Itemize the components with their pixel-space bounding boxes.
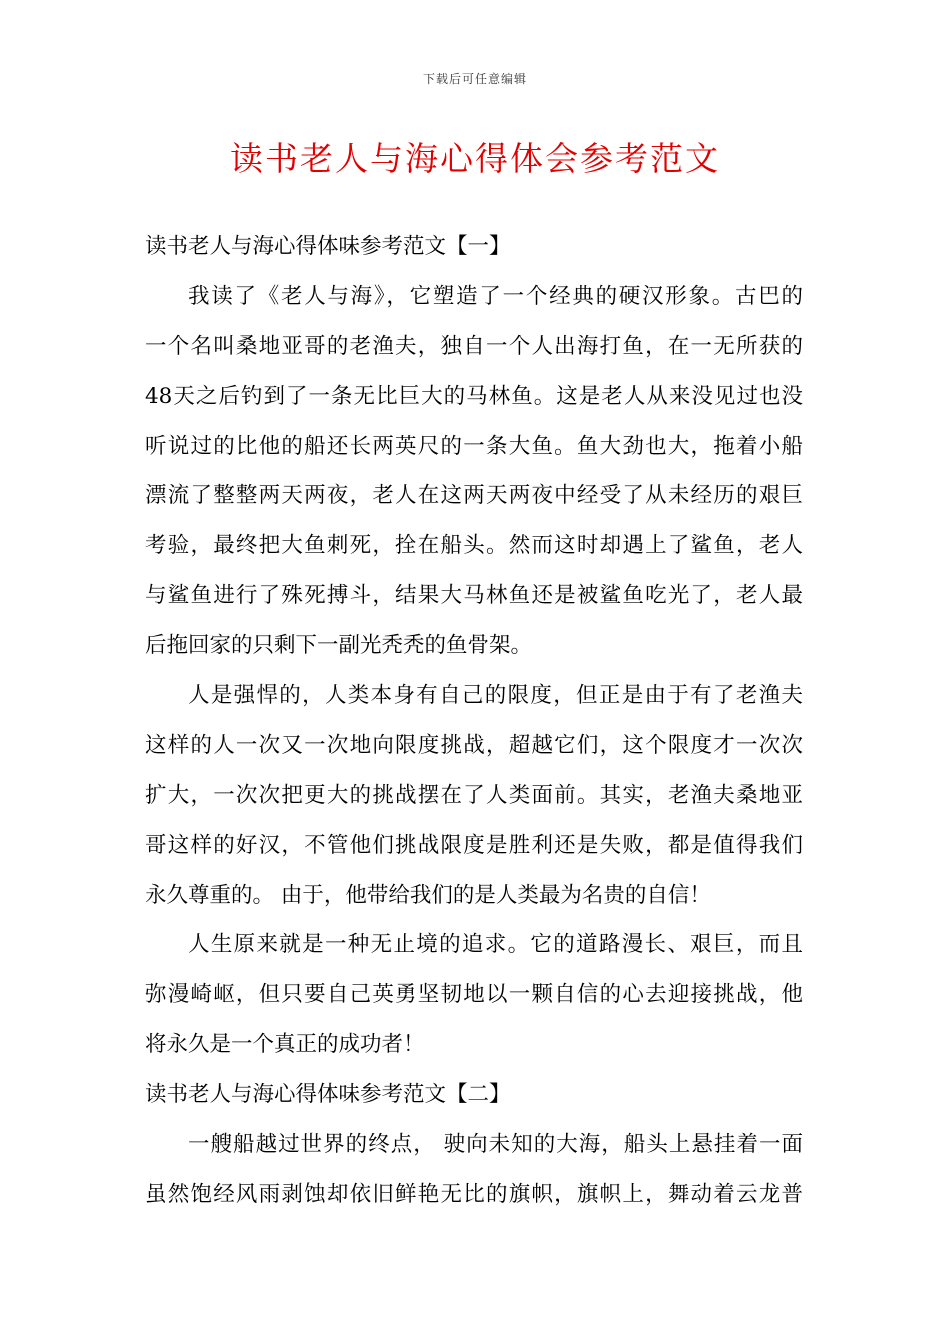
text-line: 哥这样的好汉，不管他们挑战限度是胜利还是失败，都是值得我们	[145, 832, 803, 858]
text-line: 人是强悍的，人类本身有自己的限度，但正是由于有了老渔夫	[188, 683, 803, 709]
text-line: 一个名叫桑地亚哥的老渔夫，独自一个人出海打鱼，在一无所获的	[145, 333, 803, 359]
paragraph	[145, 671, 803, 920]
text-line: 将永久是一个真正的成功者！	[145, 1032, 425, 1058]
text-line: 考验，最终把大鱼刺死，拴在船头。然而这时却遇上了鲨鱼，老人	[145, 533, 803, 559]
text-line: 与鲨鱼进行了殊死搏斗，结果大马林鱼还是被鲨鱼吃光了，老人最	[145, 583, 803, 609]
text-line: 弥漫崎岖，但只要自己英勇坚韧地以一颗自信的心去迎接挑战，他	[145, 982, 803, 1008]
text-line: 我读了《老人与海》，它塑造了一个经典的硬汉形象。古巴的	[188, 283, 803, 309]
text-line: 一艘船越过世界的终点， 驶向未知的大海，船头上悬挂着一面	[188, 1132, 803, 1158]
header-note: 下载后可任意编辑	[422, 72, 527, 86]
paragraph	[145, 1120, 803, 1220]
section-heading: 读书老人与海心得体味参考范文【一】	[145, 234, 511, 259]
text-line: 漂流了整整两天两夜，老人在这两天两夜中经受了从未经历的艰巨	[145, 483, 803, 509]
text-line: 永久尊重的。 由于，他带给我们的是人类最为名贵的自信！	[145, 882, 711, 908]
paragraph	[145, 272, 803, 671]
text-line: 这样的人一次又一次地向限度挑战，超越它们，这个限度才一次次	[145, 732, 803, 758]
text-line: 扩大，一次次把更大的挑战摆在了人类面前。其实，老渔夫桑地亚	[145, 782, 803, 808]
text-line: 后拖回家的只剩下一副光秃秃的鱼骨架。	[145, 633, 533, 659]
document-body	[145, 222, 803, 1220]
text-line: 48天之后钓到了一条无比巨大的马林鱼。这是老人从来没见过也没	[145, 383, 803, 409]
paragraph	[145, 920, 803, 1070]
text-line: 听说过的比他的船还长两英尺的一条大鱼。鱼大劲也大，拖着小船	[145, 433, 803, 459]
section-heading: 读书老人与海心得体味参考范文【二】	[145, 1082, 511, 1108]
text-line: 人生原来就是一种无止境的追求。它的道路漫长、艰巨，而且	[188, 932, 803, 958]
document-title: 读书老人与海心得体会参考范文	[230, 139, 720, 178]
text-line: 虽然饱经风雨剥蚀却依旧鲜艳无比的旗帜，旗帜上，舞动着云龙普	[145, 1181, 803, 1207]
